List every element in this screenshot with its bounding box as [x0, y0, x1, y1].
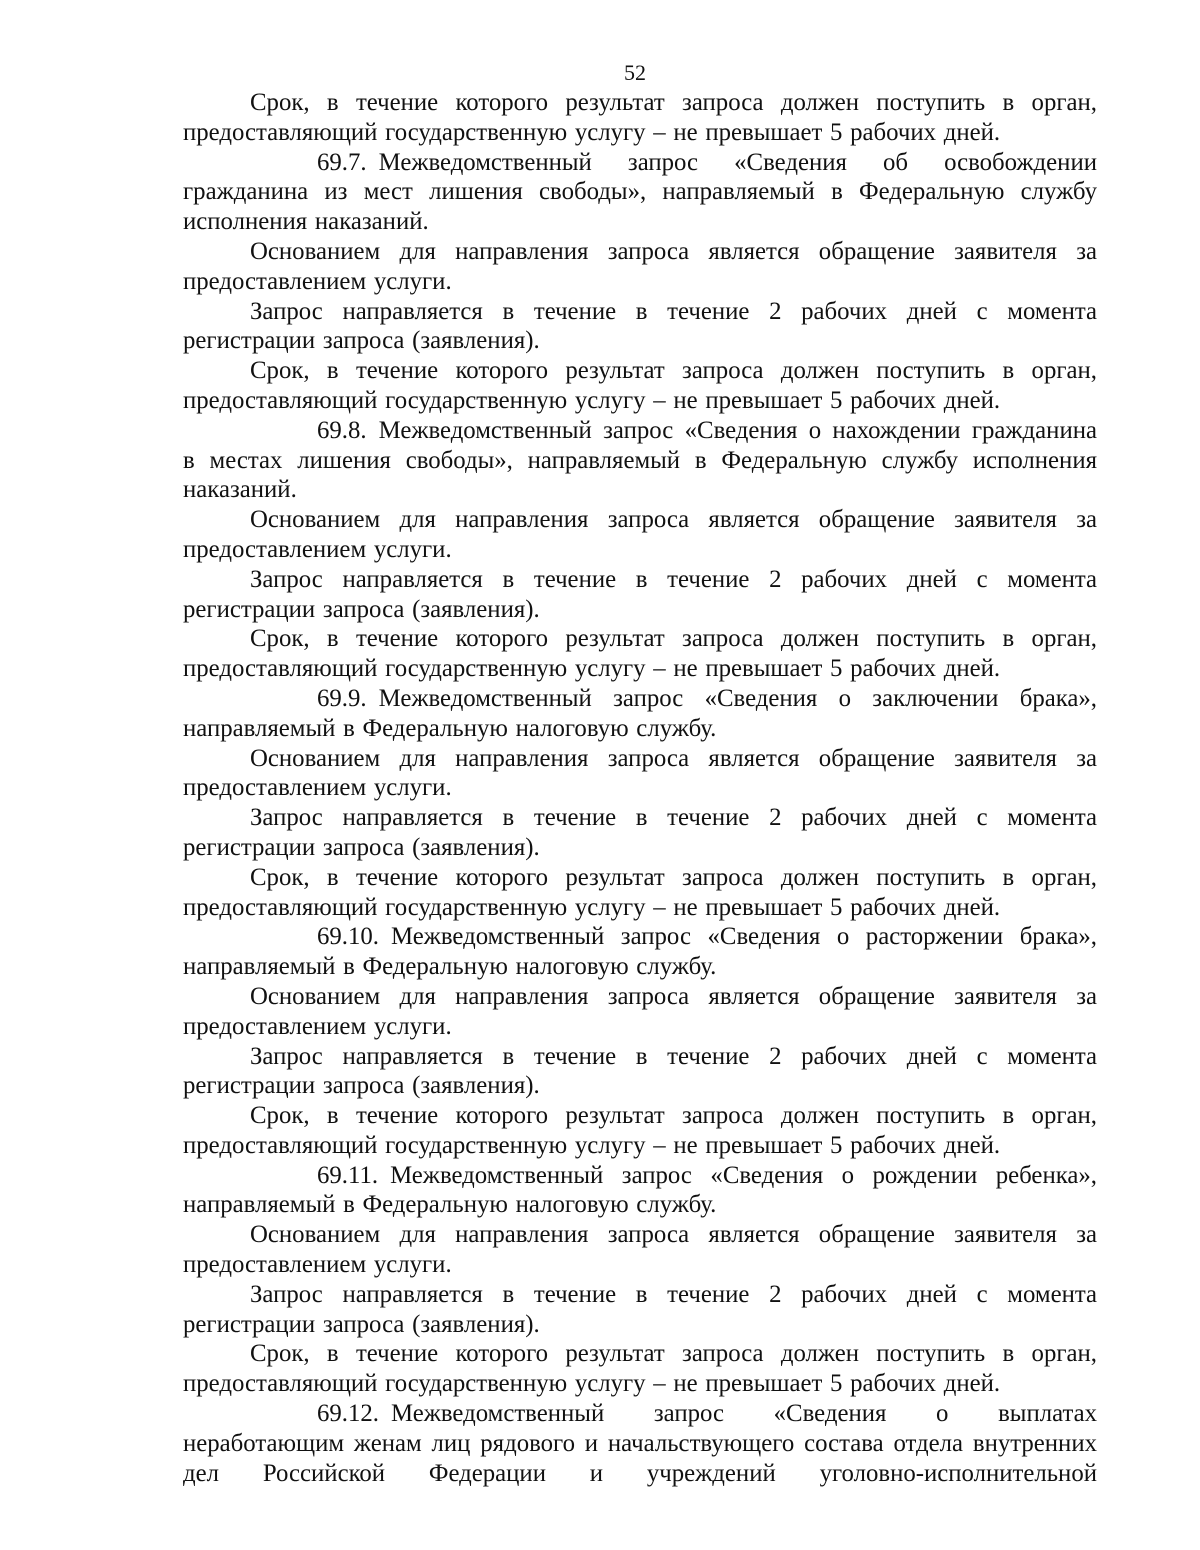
- section-number: 69.10.: [317, 923, 379, 951]
- paragraph: Срок, в течение которого результат запроса должен поступить в орган, предоставляющий государственную услугу – не превышает 5 рабочих дней.: [183, 89, 1097, 146]
- paragraph: Срок, в течение которого результат запроса должен поступить в орган, предоставляющий государственную услугу – не превышает 5 рабочих дней.: [183, 357, 1097, 414]
- section-number: 69.9.: [317, 684, 367, 712]
- section-paragraph: 69.8. Межведомственный запрос «Сведения о нахождении гражданина в местах лишения свободы», направляемый в Федеральную службу исполнения наказаний.: [183, 416, 1097, 504]
- paragraph: Основанием для направления запроса является обращение заявителя за предоставлением услуги.: [183, 1221, 1097, 1279]
- section-number: 69.11.: [317, 1161, 379, 1189]
- document-body: [183, 88, 1097, 1488]
- paragraph: Основанием для направления запроса является обращение заявителя за предоставлением услуги.: [183, 982, 1097, 1040]
- section-paragraph: 69.9. Межведомственный запрос «Сведения о заключении брака», направляемый в Федеральную налоговую службу.: [183, 684, 1097, 742]
- paragraph: Срок, в течение которого результат запроса должен поступить в орган, предоставляющий государственную услугу – не превышает 5 рабочих дней.: [183, 625, 1097, 683]
- section-number: 69.12.: [317, 1400, 379, 1428]
- section-paragraph: 69.11. Межведомственный запрос «Сведения о рождении ребенка», направляемый в Федеральную налоговую службу.: [183, 1161, 1097, 1219]
- paragraph: Запрос направляется в течение в течение 2 рабочих дней с момента регистрации запроса (заявления).: [183, 1042, 1097, 1100]
- section-number: 69.7.: [317, 148, 367, 176]
- paragraph: Основанием для направления запроса является обращение заявителя за предоставлением услуги.: [183, 506, 1097, 563]
- paragraph: Запрос направляется в течение в течение 2 рабочих дней с момента регистрации запроса (заявления).: [183, 1280, 1097, 1338]
- paragraph: Основанием для направления запроса является обращение заявителя за предоставлением услуги.: [183, 237, 1097, 295]
- page-number: 52: [624, 60, 646, 85]
- section-paragraph: 69.7. Межведомственный запрос «Сведения об освобождении гражданина из мест лишения свободы», направляемый в Федеральную службу исполнения наказаний.: [183, 148, 1097, 236]
- paragraph: Срок, в течение которого результат запроса должен поступить в орган, предоставляющий государственную услугу – не превышает 5 рабочих дней.: [183, 863, 1097, 921]
- section-paragraph: 69.10. Межведомственный запрос «Сведения о расторжении брака», направляемый в Федеральную налоговую службу.: [183, 923, 1097, 981]
- paragraph: Срок, в течение которого результат запроса должен поступить в орган, предоставляющий государственную услугу – не превышает 5 рабочих дней.: [183, 1102, 1097, 1159]
- paragraph: Основанием для направления запроса является обращение заявителя за предоставлением услуги.: [183, 744, 1097, 802]
- paragraph: Срок, в течение которого результат запроса должен поступить в орган, предоставляющий государственную услугу – не превышает 5 рабочих дней.: [183, 1340, 1097, 1398]
- section-paragraph: 69.12. Межведомственный запрос «Сведения о выплатах неработающим женам лиц рядового и начальствующего состава отдела внутренних дел Российской Федерации и учреждений уголовно-исполнительной: [183, 1400, 1097, 1487]
- section-number: 69.8.: [317, 416, 367, 444]
- paragraph: Запрос направляется в течение в течение 2 рабочих дней с момента регистрации запроса (заявления).: [183, 565, 1097, 623]
- paragraph: Запрос направляется в течение в течение 2 рабочих дней с момента регистрации запроса (заявления).: [183, 804, 1097, 861]
- paragraph: Запрос направляется в течение в течение 2 рабочих дней с момента регистрации запроса (заявления).: [183, 297, 1097, 355]
